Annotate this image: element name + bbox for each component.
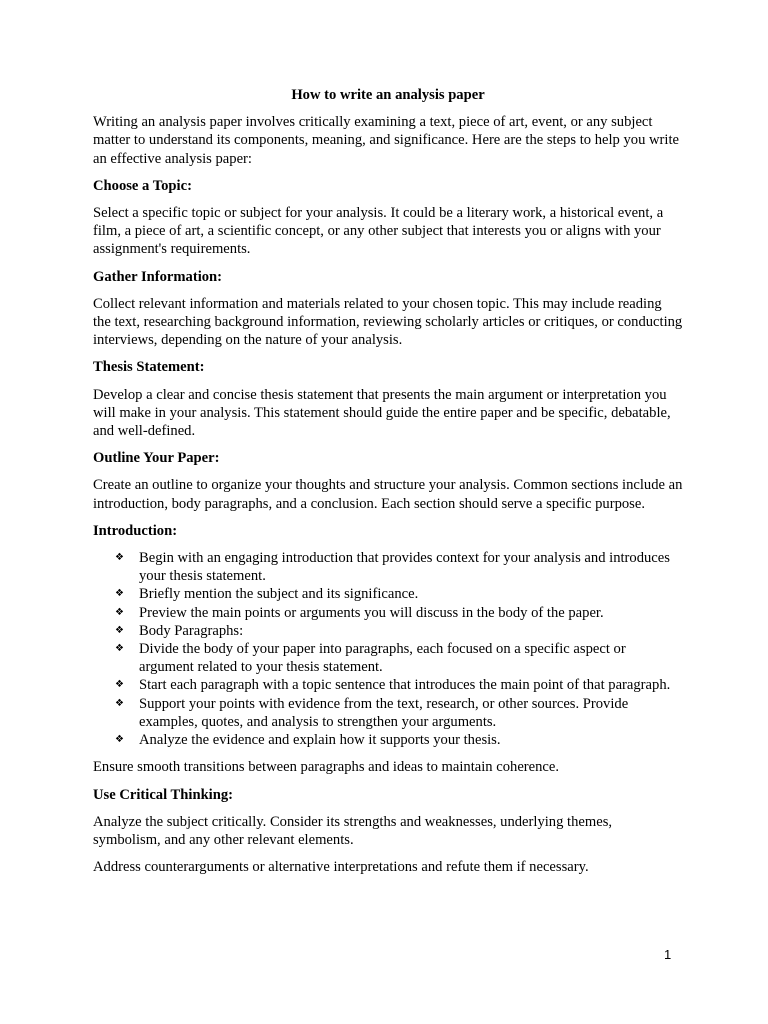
paragraph-outline-paper: Create an outline to organize your thoughts and structure your analysis. Common sections include an introduction, body paragraphs, and a conclusion. Each section should serve a specific purpose. xyxy=(93,477,683,512)
bullet-text: Divide the body of your paper into paragraphs, each focused on a specific aspect or argument related to your thesis statement. xyxy=(139,641,626,676)
intro-paragraph: Writing an analysis paper involves critically examining a text, piece of art, event, or any subject matter to understand its components, meaning, and significance. Here are the steps to help you write an effective analysis paper: xyxy=(93,114,680,167)
paragraph-critical-thinking: Analyze the subject critically. Consider its strengths and weaknesses, underlying themes, symbolism, and any other relevant elements. xyxy=(93,813,613,848)
bullet-item xyxy=(93,731,683,749)
heading-thesis-statement: Thesis Statement: xyxy=(93,359,205,376)
diamond-bullet-icon: ❖ xyxy=(115,552,124,564)
diamond-bullet-icon: ❖ xyxy=(115,624,124,636)
heading-outline-paper: Outline Your Paper: xyxy=(93,450,220,467)
heading-critical-thinking: Use Critical Thinking: xyxy=(93,786,234,803)
bullet-text: Begin with an engaging introduction that provides context for your analysis and introduces your thesis statement. xyxy=(139,550,670,585)
diamond-bullet-icon: ❖ xyxy=(115,679,124,691)
paragraph-transitions: Ensure smooth transitions between paragraphs and ideas to maintain coherence. xyxy=(93,759,560,776)
paragraph-gather-information: Collect relevant information and materials related to your chosen topic. This may include reading the text, researching background information, reviewing scholarly articles or critiques, or conducting interviews, depending on the nature of your analysis. xyxy=(93,295,683,349)
bullet-item xyxy=(93,622,683,640)
bullet-text: Start each paragraph with a topic sentence that introduces the main point of that paragraph. xyxy=(139,677,671,694)
bullet-item xyxy=(93,676,683,694)
bullet-item xyxy=(93,695,683,731)
bullet-item xyxy=(93,585,683,603)
bullet-item xyxy=(93,640,683,676)
diamond-bullet-icon: ❖ xyxy=(115,606,124,618)
paragraph-thesis-statement: Develop a clear and concise thesis statement that presents the main argument or interpretation you will make in your analysis. This statement should guide the entire paper and be specific, debatable, and well-defined. xyxy=(93,386,671,440)
diamond-bullet-icon: ❖ xyxy=(115,697,124,709)
introduction-bullet-list xyxy=(93,549,683,749)
heading-gather-information: Gather Information: xyxy=(93,268,223,285)
bullet-text: Briefly mention the subject and its significance. xyxy=(139,586,419,603)
page-number: 1 xyxy=(664,947,672,962)
diamond-bullet-icon: ❖ xyxy=(115,588,124,600)
paragraph-counterarguments: Address counterarguments or alternative interpretations and refute them if necessary. xyxy=(93,859,589,876)
document-page xyxy=(93,86,683,885)
diamond-bullet-icon: ❖ xyxy=(115,734,124,746)
document-title: How to write an analysis paper xyxy=(291,87,485,103)
bullet-text: Analyze the evidence and explain how it supports your thesis. xyxy=(139,732,501,749)
heading-introduction: Introduction: xyxy=(93,522,178,539)
bullet-text: Support your points with evidence from the text, research, or other sources. Provide examples, quotes, and analysis to strengthen your arguments. xyxy=(139,695,629,730)
heading-choose-topic: Choose a Topic: xyxy=(93,177,192,194)
bullet-text: Preview the main points or arguments you will discuss in the body of the paper. xyxy=(139,604,604,621)
bullet-item xyxy=(93,604,683,622)
bullet-text: Body Paragraphs: xyxy=(139,622,244,639)
paragraph-choose-topic: Select a specific topic or subject for your analysis. It could be a literary work, a historical event, a film, a piece of art, a scientific concept, or any other subject that interests you or aligns with your assignment's requirements. xyxy=(93,205,664,258)
diamond-bullet-icon: ❖ xyxy=(115,643,124,655)
bullet-item xyxy=(93,549,683,585)
